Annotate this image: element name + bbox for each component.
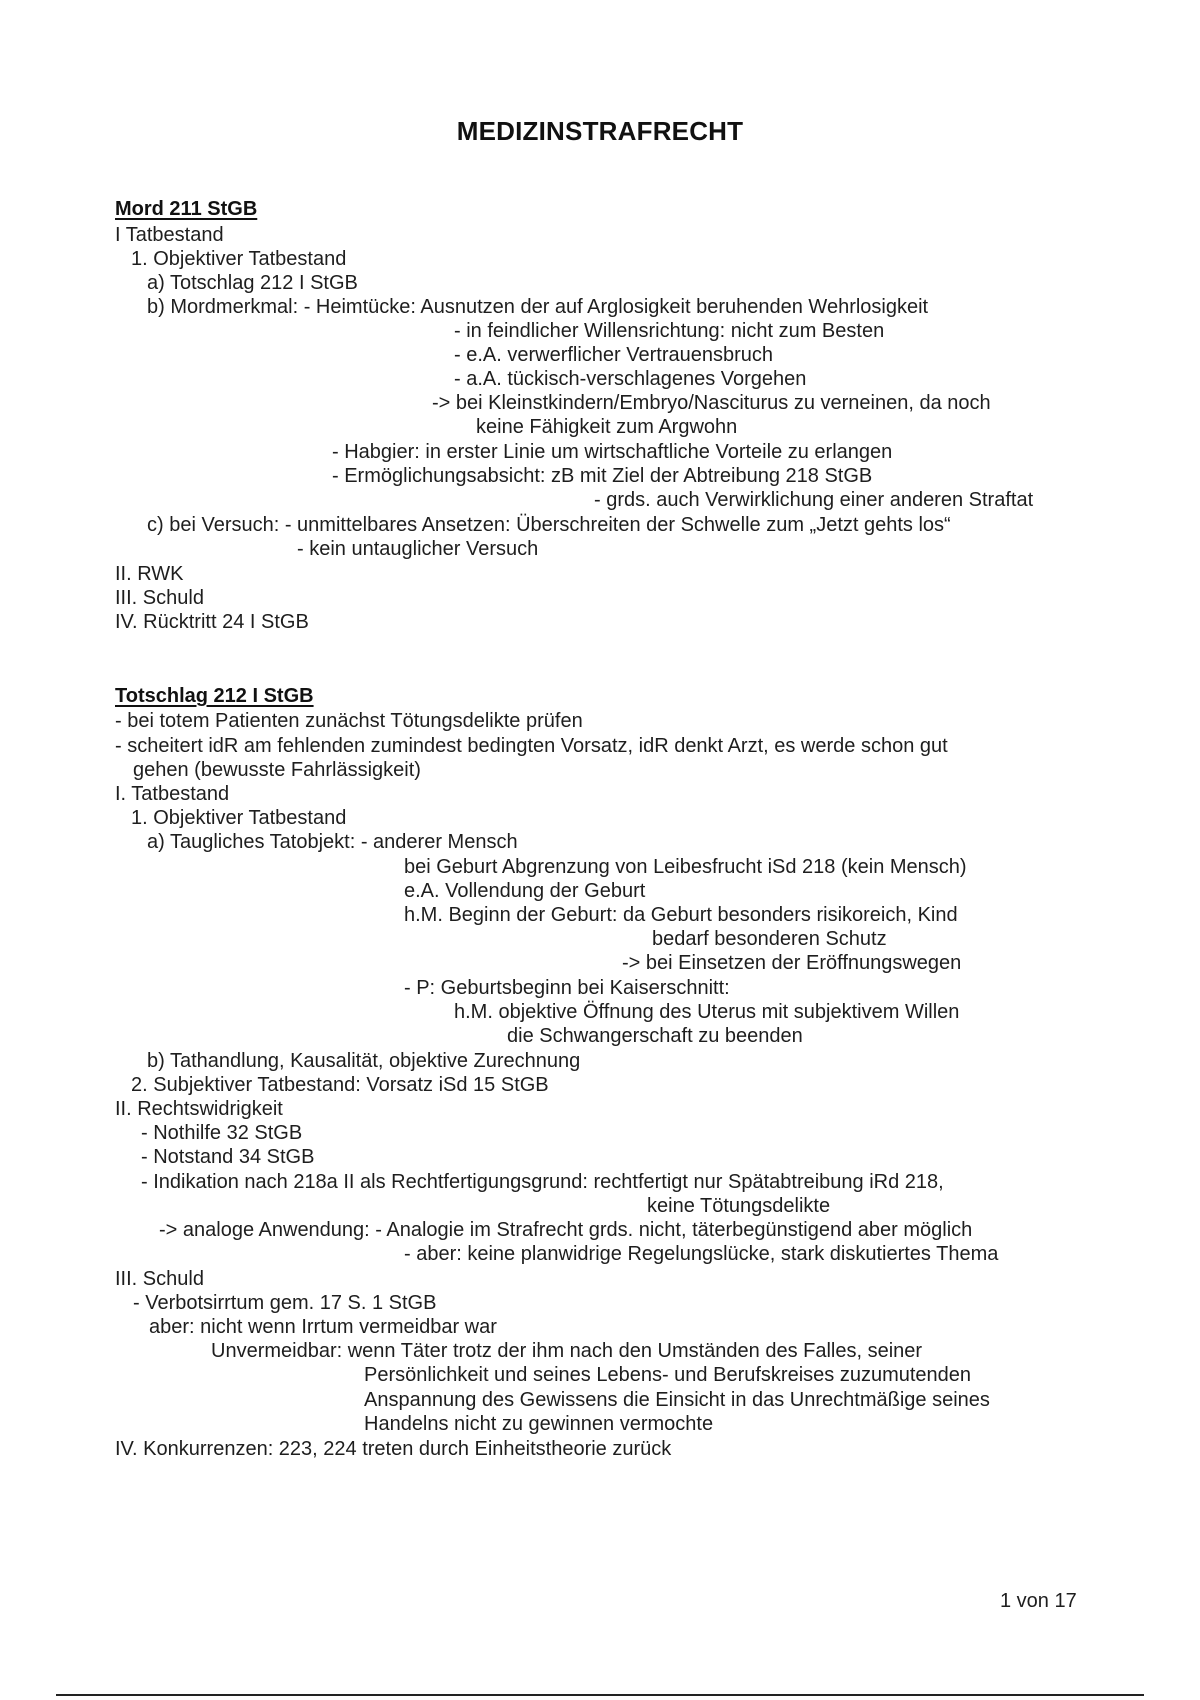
text-line: h.M. objektive Öffnung des Uterus mit subjektivem Willen	[454, 1001, 960, 1023]
text-line: - aber: keine planwidrige Regelungslücke, stark diskutiertes Thema	[404, 1243, 999, 1265]
text-line: Anspannung des Gewissens die Einsicht in das Unrechtmäßige seines	[364, 1389, 990, 1411]
text-line: - Notstand 34 StGB	[141, 1146, 315, 1168]
text-line: - in feindlicher Willensrichtung: nicht zum Besten	[454, 320, 885, 342]
text-line: c) bei Versuch: - unmittelbares Ansetzen: Überschreiten der Schwelle zum „Jetzt gehts los“	[147, 514, 951, 536]
text-line: IV. Rücktritt 24 I StGB	[115, 611, 309, 633]
text-line: h.M. Beginn der Geburt: da Geburt besonders risikoreich, Kind	[404, 904, 958, 926]
text-line: - Indikation nach 218a II als Rechtfertigungsgrund: rechtfertigt nur Spätabtreibung iRd 218,	[141, 1171, 944, 1193]
text-line: - scheitert idR am fehlenden zumindest bedingten Vorsatz, idR denkt Arzt, es werde schon gut	[115, 735, 948, 757]
text-line: e.A. Vollendung der Geburt	[404, 880, 646, 902]
text-line: IV. Konkurrenzen: 223, 224 treten durch Einheitstheorie zurück	[115, 1438, 672, 1460]
text-line: - bei totem Patienten zunächst Tötungsdelikte prüfen	[115, 710, 583, 732]
text-line: 1. Objektiver Tatbestand	[131, 807, 347, 829]
text-line: - a.A. tückisch-verschlagenes Vorgehen	[454, 368, 807, 390]
text-line: b) Mordmerkmal: - Heimtücke: Ausnutzen der auf Arglosigkeit beruhenden Wehrlosigkeit	[147, 296, 929, 318]
page-number: 1 von 17	[1000, 1590, 1077, 1612]
text-line: b) Tathandlung, Kausalität, objektive Zurechnung	[147, 1050, 581, 1072]
text-line: - Habgier: in erster Linie um wirtschaftliche Vorteile zu erlangen	[332, 441, 893, 463]
text-line: 1. Objektiver Tatbestand	[131, 248, 347, 270]
text-line: Handelns nicht zu gewinnen vermochte	[364, 1413, 714, 1435]
section-heading-totschlag: Totschlag 212 I StGB	[115, 685, 314, 707]
text-line: Persönlichkeit und seines Lebens- und Berufskreises zuzumutenden	[364, 1364, 972, 1386]
text-line: - kein untauglicher Versuch	[297, 538, 539, 560]
text-line: - e.A. verwerflicher Vertrauensbruch	[454, 344, 774, 366]
page-title: MEDIZINSTRAFRECHT	[456, 116, 744, 146]
text-line: bei Geburt Abgrenzung von Leibesfrucht iSd 218 (kein Mensch)	[404, 856, 967, 878]
text-line: 2. Subjektiver Tatbestand: Vorsatz iSd 15 StGB	[131, 1074, 549, 1096]
text-line: - Verbotsirrtum gem. 17 S. 1 StGB	[133, 1292, 437, 1314]
text-line: aber: nicht wenn Irrtum vermeidbar war	[149, 1316, 497, 1338]
text-line: II. RWK	[115, 563, 184, 585]
text-line: I Tatbestand	[115, 224, 224, 246]
text-line: - Nothilfe 32 StGB	[141, 1122, 303, 1144]
text-line: keine Fähigkeit zum Argwohn	[476, 416, 738, 438]
text-line: - P: Geburtsbeginn bei Kaiserschnitt:	[404, 977, 730, 999]
text-line: -> analoge Anwendung: - Analogie im Strafrecht grds. nicht, täterbegünstigend aber möglich	[159, 1219, 973, 1241]
text-line: gehen (bewusste Fahrlässigkeit)	[133, 759, 421, 781]
text-line: III. Schuld	[115, 1268, 204, 1290]
text-line: - Ermöglichungsabsicht: zB mit Ziel der Abtreibung 218 StGB	[332, 465, 873, 487]
text-line: - grds. auch Verwirklichung einer anderen Straftat	[594, 489, 1034, 511]
text-line: bedarf besonderen Schutz	[652, 928, 887, 950]
text-line: keine Tötungsdelikte	[647, 1195, 831, 1217]
text-line: I. Tatbestand	[115, 783, 230, 805]
text-line: II. Rechtswidrigkeit	[115, 1098, 283, 1120]
page-divider	[56, 1694, 1144, 1696]
text-line: -> bei Einsetzen der Eröffnungswegen	[622, 952, 962, 974]
text-line: a) Totschlag 212 I StGB	[147, 272, 358, 294]
section-heading-mord: Mord 211 StGB	[115, 198, 258, 220]
text-line: die Schwangerschaft zu beenden	[507, 1025, 803, 1047]
text-line: III. Schuld	[115, 587, 204, 609]
text-line: a) Taugliches Tatobjekt: - anderer Mensch	[147, 831, 518, 853]
text-line: -> bei Kleinstkindern/Embryo/Nasciturus zu verneinen, da noch	[432, 392, 991, 414]
text-line: Unvermeidbar: wenn Täter trotz der ihm nach den Umständen des Falles, seiner	[211, 1340, 923, 1362]
